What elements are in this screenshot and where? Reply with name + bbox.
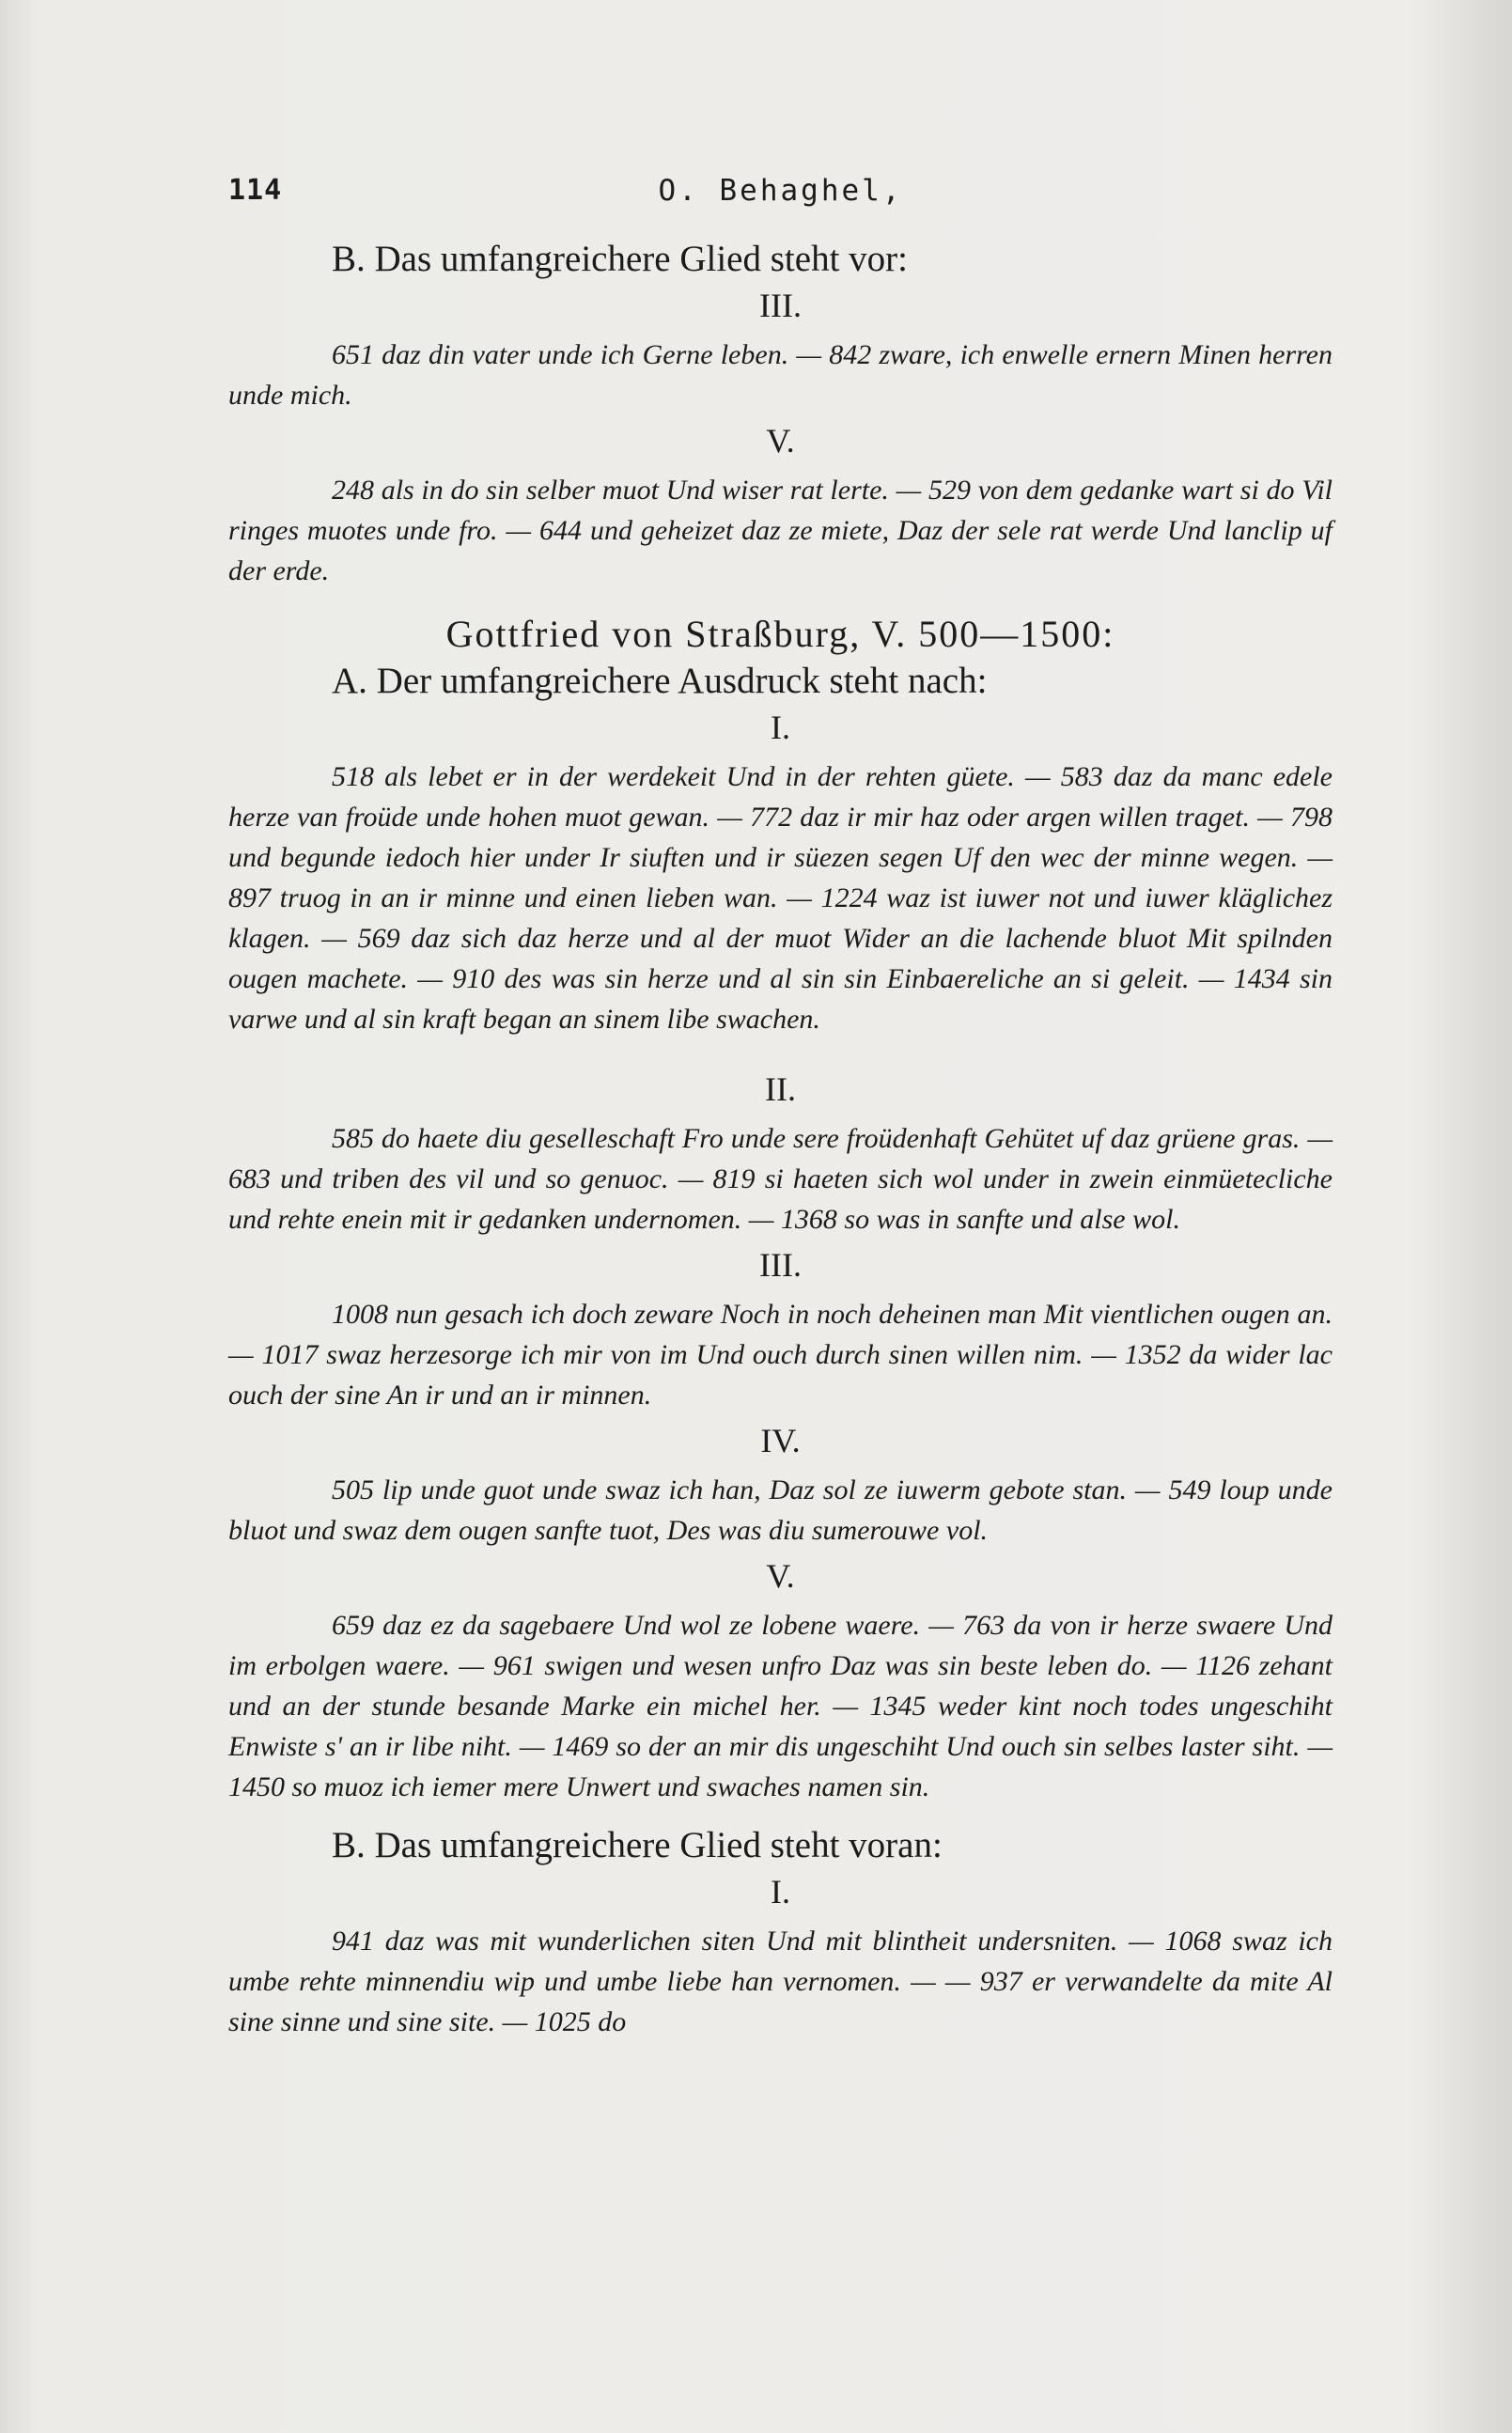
roman-numeral: I. (771, 709, 790, 746)
example-paragraph: 659 daz ez da sagebaere Und wol ze lobene waere. — 763 da von ir herze swaere Und im erbolgen waere. — 961 swigen und wesen unfro Daz was sin beste leben do. — 1126 zehant und an der stunde besande Marke ein michel her. — 1345 weder kint noch todes ungeschiht Enwiste s' an ir libe niht. — 1469 so der an mir dis ungeschiht Und ouch sin selbes laster siht. — 1450 so muoz ich iemer mere Unwert und swaches namen sin. (228, 1610, 1333, 1802)
author-heading: Gottfried von Straßburg, V. 500—1500: (445, 613, 1115, 655)
running-head (228, 164, 1333, 221)
roman-numeral: V. (766, 422, 795, 460)
page-number: 114 (228, 174, 283, 207)
text-column (228, 164, 1333, 2042)
example-paragraph: 585 do haete diu geselleschaft Fro unde sere froüdenhaft Gehütet uf daz grüene gras. — 683 und triben des vil und so genuoc. — 819 si haeten sich wol under in zwein einmüetecliche und rehte enein mit ir gedanken undernomen. — 1368 so was in sanfte und alse wol. (228, 1123, 1333, 1235)
example-paragraph: 248 als in do sin selber muot Und wiser rat lerte. — 529 von dem gedanke wart si do Vil ringes muotes unde fro. — 644 und geheizet daz ze miete, Daz der sele rat werde Und lanclip uf der erde. (228, 475, 1333, 586)
example-paragraph: 505 lip unde guot unde swaz ich han, Daz sol ze iuwerm gebote stan. — 549 loup unde bluot und swaz dem ougen sanfte tuot, Des was diu sumerouwe vol. (228, 1474, 1333, 1546)
running-title: O. Behaghel, (658, 174, 903, 208)
roman-numeral: III. (759, 1246, 802, 1284)
section-heading-a: A. Der umfangreichere Ausdruck steht nach: (332, 661, 988, 701)
roman-numeral: IV. (760, 1422, 801, 1459)
example-paragraph: 651 daz din vater unde ich Gerne leben. — 842 zware, ich enwelle ernern Minen herren unde mich. (228, 339, 1333, 411)
roman-numeral: III. (759, 287, 802, 324)
roman-numeral: V. (766, 1557, 795, 1595)
example-paragraph: 941 daz was mit wunderlichen siten Und mit blintheit undersniten. — 1068 swaz ich umbe rehte minnendiu wip und umbe liebe han vernomen. — — 937 er verwandelte da mite Al sine sinne und sine site. — 1025 do (228, 1926, 1333, 2037)
example-paragraph: 1008 nun gesach ich doch zeware Noch in noch deheinen man Mit vientlichen ougen an. — 1017 swaz herzesorge ich mir von im Und ouch durch sinen willen nim. — 1352 da wider lac ouch der sine An ir und an ir minnen. (228, 1299, 1333, 1411)
roman-numeral: I. (771, 1873, 790, 1911)
roman-numeral: II. (765, 1070, 796, 1108)
section-heading-b: B. Das umfangreichere Glied steht vor: (332, 239, 908, 279)
example-paragraph: 518 als lebet er in der werdekeit Und in der rehten güete. — 583 daz da manc edele herze van froüde unde hohen muot gewan. — 772 daz ir mir haz oder argen willen traget. — 798 und begunde iedoch hier under Ir siuften und ir süezen segen Uf den wec der minne wegen. — 897 truog in an ir minne und einen lieben wan. — 1224 waz ist iuwer not und iuwer kläglichez klagen. — 569 daz sich daz herze und al der muot Wider an die lachende bluot Mit spilnden ougen machete. — 910 des was sin herze und al sin sin Einbaereliche an si geleit. — 1434 sin varwe und al sin kraft began an sinem libe swachen. (228, 761, 1333, 1035)
section-heading-b: B. Das umfangreichere Glied steht voran: (332, 1825, 943, 1865)
